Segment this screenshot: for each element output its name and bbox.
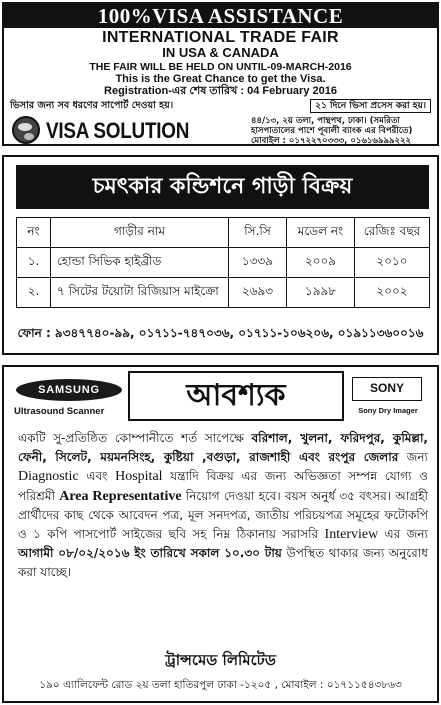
header-cell: গাড়ীর নাম (51, 218, 229, 248)
table-cell: হোন্ডা সিভিক হাইব্রীড (51, 248, 229, 278)
globe-icon (12, 116, 40, 144)
body-english: Hospital (115, 469, 163, 485)
body-text: এর জন্য (384, 527, 428, 542)
table-cell: ২০১০ (355, 248, 430, 278)
visa-address-line2: হাসপাতালের পাশে পূবালী ব্যাংক এর বিপরীতে) (251, 126, 413, 136)
sony-logo: SONY (352, 377, 422, 401)
visa-process-badge: ২১ দিনে ভিসা প্রসেস করা হয়। (310, 99, 431, 113)
visa-address-line1: ৪৪/১৩, ২য় তলা, পান্থপথ, ঢাকা। (সমরিতা (251, 116, 400, 126)
header-cell: রেজিঃ বছর (355, 218, 430, 248)
car-table (16, 217, 430, 308)
table-cell: ১৩৩৯ (229, 248, 287, 278)
sony-caption: Sony Dry Imager (358, 406, 418, 415)
job-title: আবশ্যক (128, 371, 344, 421)
fair-location: IN USA & CANADA (162, 45, 279, 60)
samsung-logo: SAMSUNG (16, 379, 122, 401)
body-text: উপস্থিত থাকার জন্য অনুরোধ করা যাচ্ছে। (18, 546, 428, 580)
body-text: এবং (86, 469, 108, 484)
visa-phone: মোবাইল : ০১৭২২৭০৩৩৩, ০১৬১৬৯৯৯২২২ (251, 136, 412, 146)
table-row (17, 248, 430, 278)
visa-chance: This is the Great Chance to get the Visa. (115, 73, 326, 85)
visa-support-text: ভিসার জন্য সব ধরণের সাপোর্ট দেওয়া হয়। (10, 100, 174, 111)
company-address: ১৯০ এ্যালিফেন্ট রোড ২য় তলা হাতিরপুল ঢাকা -১২০৫ , মোবাইল : ০১৭১১৫৪৩৮৬৩ (39, 679, 402, 691)
body-english: Diagnostic (18, 469, 79, 485)
table-cell: ৭ সিটের টয়োটা রিজিয়াস মাইক্রো (51, 278, 229, 308)
fair-title: INTERNATIONAL TRADE FAIR (102, 29, 339, 46)
body-text: একটি সু-প্রতিষ্ঠিত কোম্পানীতে শর্ত সাপেক্ষে (18, 431, 244, 445)
visa-header: 100%VISA ASSISTANCE (4, 4, 437, 28)
table-row (17, 278, 430, 308)
registration-deadline: Registration-এর শেষ তারিখ : 04 February 2016 (104, 85, 337, 97)
visa-solution-brand: VISA SOLUTION (46, 118, 190, 143)
fair-date: THE FAIR WILL BE HELD ON UNTIL-09-MARCH-2016 (89, 61, 352, 73)
header-cell: নং (17, 218, 51, 248)
job-ad (2, 365, 439, 703)
body-districts: বরিশাল, খুলনা, ফরিদপুর, কুমিল্লা, ফেনী, সিলেট, ময়মনসিংহ, কুষ্টিয়া ,বগুড়া, রাজশাহী এবং রংপুর জেলার (18, 431, 428, 465)
visa-assistance-ad (2, 2, 439, 146)
body-text: যন্ত্রাদি বিক্রয় এর জন্য অভিজ্ঞতা সম্পন্ন যোগ্য ও পরিশ্রমী (18, 469, 428, 503)
header-cell: সি.সি (229, 218, 287, 248)
car-sale-ad (2, 155, 439, 355)
car-sale-title: চমৎকার কন্ডিশনে গাড়ী বিক্রয় (16, 165, 429, 209)
table-cell: ১. (17, 248, 51, 278)
job-body (18, 429, 428, 583)
table-cell: ২. (17, 278, 51, 308)
table-cell: ২০০৯ (287, 248, 355, 278)
body-english: Interview (324, 527, 379, 543)
table-cell: ২০০২ (355, 278, 430, 308)
company-name: ট্রান্সমেড লিমিটেড (165, 651, 276, 669)
body-interview-date: আগামী ০৮/০২/২০১৬ ইং তারিখে সকাল ১০.৩০ টায় (18, 546, 282, 561)
body-position: Area Representative (59, 488, 182, 504)
visa-address (251, 116, 439, 146)
car-phone-numbers: ফোন : ৯৩৪৭৭৪০-৯৯, ০১৭১১-৭৪৭০৩৬, ০১৭১১-১০৬২০৬, ০১৯১১৩৬০০১৬ (17, 326, 424, 340)
body-text: জন্য (406, 450, 428, 465)
body-text: নিয়োগ দেওয়া হবে। বয়স অনুর্ধ ৩৫ বৎসর। আগ্রহী প্রার্থীদের কাছ থেকে আবেদন পত্র, মূল সনদপত্র, জাতীয় পরিচয়পত্র সমূহের ফটোকপি ও ১ কপি পাসপোর্ট সাইজের ছবি সহ নিম্ন ঠিকানায় সরাসরি (18, 488, 428, 542)
table-cell: ১৯৯৮ (287, 278, 355, 308)
car-table-header (17, 218, 430, 248)
table-cell: ২৬৯৩ (229, 278, 287, 308)
header-cell: মডেল নং (287, 218, 355, 248)
samsung-caption: Ultrasound Scanner (14, 406, 105, 417)
